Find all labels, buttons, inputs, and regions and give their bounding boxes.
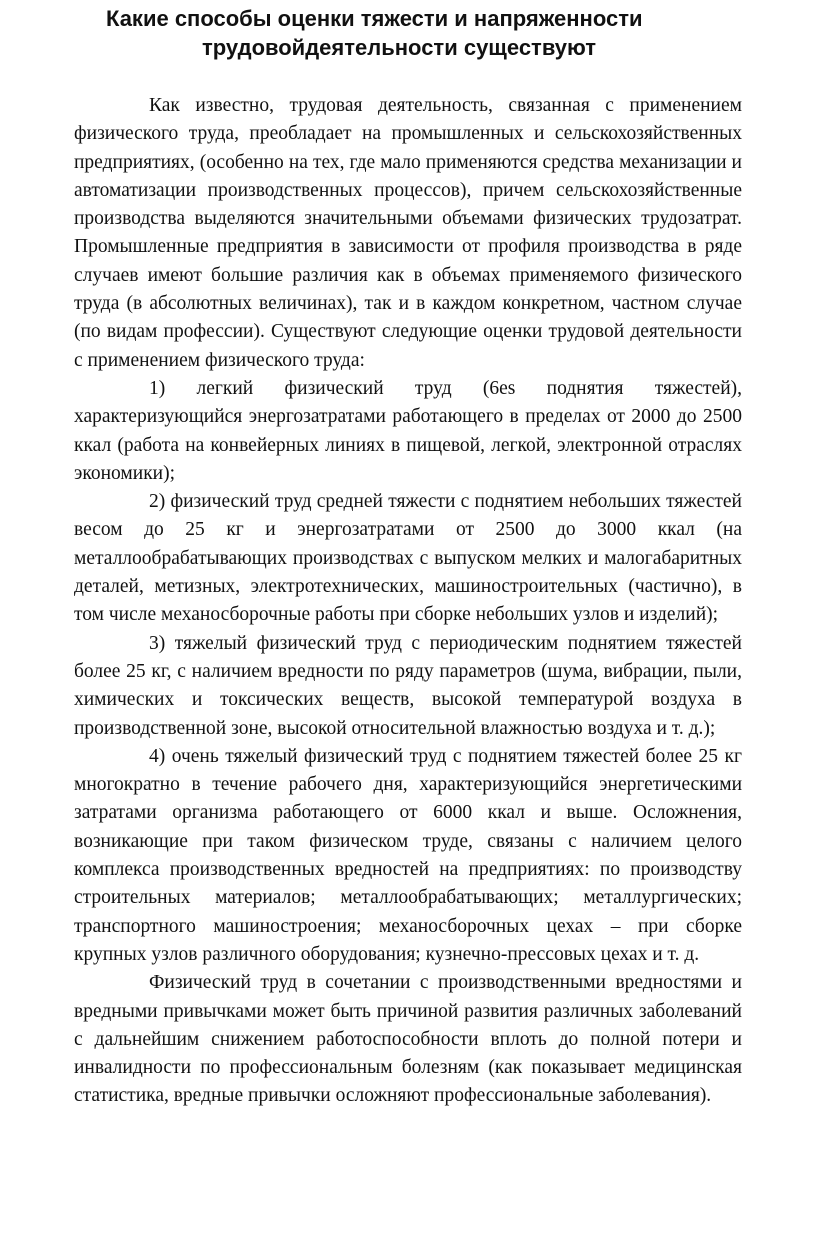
list-item-very-heavy-labor: 4) очень тяжелый физический труд с поднятием тяжестей более 25 кг многократно в течение рабочего дня, характеризующийся энергетическими затратами организма работающего от 6000 ккал и выше. Осложнения, возникающие при таком физическом труде, связаны с наличием целого комплекса производственных вредностей на предприятиях: по производству строительных материалов; металлообрабатывающих; металлургических; транспортного машиностроения; механосборочных цехах – при сборке крупных узлов различного оборудования; кузнечно-прессовых цехах и т. д.: [74, 745, 742, 965]
list-item-heavy-labor: 3) тяжелый физический труд с периодическим поднятием тяжестей более 25 кг, с наличием вредности по ряду параметров (шума, вибрации, пыли, химических и токсических веществ, высокой температурой воздуха в производственной зоне, высокой относительной влажностью воздуха и т. д.);: [74, 632, 742, 739]
list-item-light-labor: 1) легкий физический труд (6es поднятия тяжестей), характеризующийся энергозатратами работающего в пределах от 2000 до 2500 ккал (работа на конвейерных линиях в пищевой, легкой, электронной отраслях экономики);: [74, 377, 742, 484]
conclusion-paragraph: Физический труд в сочетании с производственными вредностями и вредными привычками может быть причиной развития различных заболеваний с дальнейшим снижением работоспособности вплоть до полной потери и инвалидности по профессиональным болезням (как показывает медицинская статистика, вредные привычки осложняют профессиональные заболевания).: [74, 972, 742, 1107]
page-title: [74, 0, 742, 62]
title-line-1: Какие способы оценки тяжести и напряженности: [106, 6, 643, 31]
title-line-2: трудовойдеятельности существуют: [202, 35, 597, 60]
intro-paragraph: Как известно, трудовая деятельность, связанная с применением физического труда, преобладает на промышленных и сельскохозяйственных предприятиях, (особенно на тех, где мало применяются средства механизации и автоматизации производственных процессов), причем сельскохозяйственные производства выделяются значительными объемами физических трудозатрат. Промышленные предприятия в зависимости от профиля производства в ряде случаев имеют большие различия как в объемах применяемого физического труда (в абсолютных величинах), так и в каждом конкретном, частном случае (по видам профессии). Существуют следующие оценки трудовой деятельности с применением физического труда:: [74, 95, 742, 371]
body-text: [74, 92, 742, 1111]
list-item-medium-labor: 2) физический труд средней тяжести с поднятием небольших тяжестей весом до 25 кг и энергозатратами от 2500 до 3000 ккал (на металлообрабатывающих производствах с выпуском мелких и малогабаритных деталей, метизных, электротехнических, машиностроительных (частично), в том числе механосборочные работы при сборке небольших узлов и изделий);: [74, 491, 742, 626]
